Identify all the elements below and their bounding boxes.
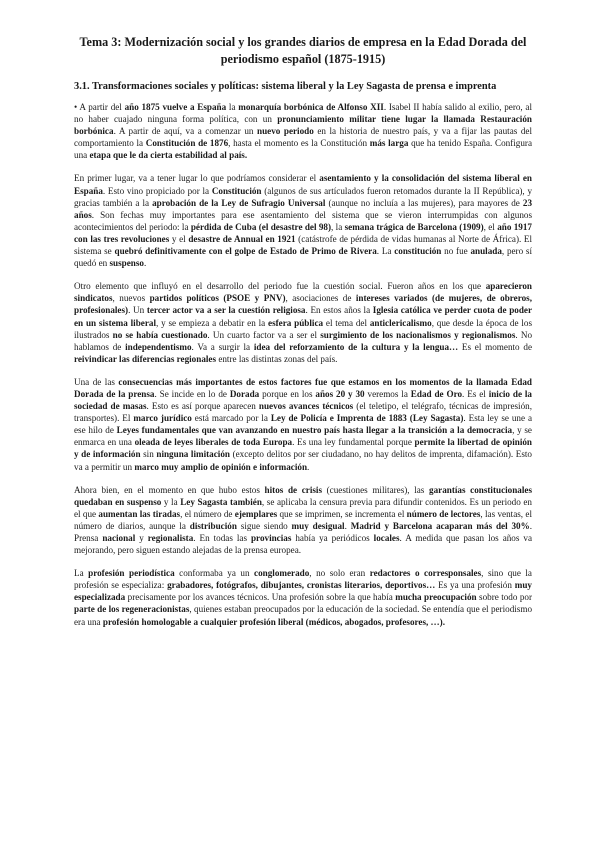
text-run: el tema del bbox=[323, 317, 370, 328]
bold-text: año 1875 vuelve a España bbox=[124, 102, 227, 112]
text-run: , sino que la profesión se especializa: bbox=[74, 568, 532, 591]
text-run: La bbox=[74, 568, 89, 579]
text-run: , que desde la época de los ilustrados bbox=[74, 317, 532, 340]
bold-text: redactores o corresponsales bbox=[369, 568, 482, 579]
bold-text: grabadores, fotógrafos, dibujantes, cronistas literarios, deportivos… bbox=[167, 580, 436, 591]
bold-text: Ley Sagasta también bbox=[180, 496, 262, 507]
text-run: (aunque no incluía a las mujeres), para mayores de bbox=[325, 197, 523, 208]
text-run: , hasta el momento es la Constitución bbox=[228, 138, 370, 149]
text-run: y bbox=[135, 533, 148, 543]
bold-text: surgimiento de los nacionalismos y regionalismos bbox=[320, 329, 516, 340]
bold-text: aprobación de la Ley de Sufragio Universal bbox=[152, 197, 326, 208]
text-run: . bbox=[344, 520, 351, 531]
text-run: . Va a surgir la bbox=[191, 341, 254, 352]
text-run: . Prensa bbox=[74, 520, 533, 543]
bold-text: partidos políticos (PSOE y PNV) bbox=[149, 293, 286, 304]
bold-text: desastre de Annual en 1921 bbox=[188, 233, 296, 244]
text-run: . Esta ley se une a ese hilo de bbox=[74, 413, 533, 436]
bold-text: (Ley Sagasta) bbox=[409, 413, 464, 424]
text-run: porque en los bbox=[259, 388, 316, 399]
bold-text: nuevos avances técnicos bbox=[258, 401, 354, 412]
bold-text: nuevo periodo bbox=[257, 126, 314, 137]
text-run: (excepto delitos por ser ciudadano, no hay delitos de imprenta, difamación). Esto va a permitir un bbox=[74, 449, 532, 472]
bold-text: Constitución bbox=[211, 185, 262, 196]
bold-text: muy especializada bbox=[74, 580, 532, 603]
bold-text: esfera pública bbox=[268, 317, 324, 328]
bold-text: tercer actor va a ser la cuestión religiosa bbox=[146, 305, 306, 316]
bold-text: garantías constitucionales quedaban en suspenso bbox=[74, 484, 533, 507]
text-run: , las ventas, el número de diarios, aunque la bbox=[74, 508, 532, 531]
text-run: . Es una ley fundamental porque bbox=[292, 437, 415, 448]
bold-text: inicio de la sociedad de masas bbox=[74, 388, 532, 412]
text-run: en la historia de nuestro país, y va a fijar las pautas del comportamiento la bbox=[74, 126, 532, 149]
bold-text: profesión periodística bbox=[88, 568, 175, 579]
bold-text: más larga bbox=[369, 138, 409, 149]
text-run: , el número de bbox=[180, 508, 235, 519]
bold-text: años 20 y 30 bbox=[315, 388, 365, 399]
bold-text: idea del reforzamiento de la cultura y la lengua… bbox=[253, 341, 459, 352]
text-run: , asociaciones de bbox=[285, 293, 356, 304]
text-run: había ya periódicos bbox=[291, 533, 374, 543]
text-run: . Son fechas muy importantes para ese asentamiento del sistema que se vieron interrumpidas con algunos acontecimientos del periodo: la bbox=[74, 209, 532, 232]
text-run: . Un cuarto factor va a ser el bbox=[207, 329, 321, 340]
text-run: (catástrofe de pérdida de vidas humanas al Norte de África). El sistema se bbox=[74, 233, 533, 257]
bold-text: aumentan las tiradas bbox=[98, 508, 181, 519]
paragraph bbox=[74, 172, 532, 269]
text-run: . La bbox=[376, 246, 395, 257]
text-run: precisamente por los avances técnicos. Una profesión sobre la que había bbox=[125, 592, 396, 603]
text-run: sobre todo por bbox=[476, 592, 533, 603]
bold-text: quebró definitivamente con el golpe de Estado de Primo de Rivera bbox=[114, 246, 377, 257]
bold-text: locales bbox=[373, 533, 400, 543]
text-run: • A partir del bbox=[74, 102, 125, 112]
bold-text: suspenso bbox=[109, 258, 144, 269]
text-run: . No hablamos de bbox=[74, 329, 533, 352]
text-run: y la bbox=[161, 496, 181, 507]
bold-text: constitución bbox=[394, 246, 442, 257]
text-run: . Esto vino propiciado por la bbox=[102, 185, 212, 196]
text-run: En primer lugar, va a tener lugar lo que podríamos considerar el bbox=[74, 173, 320, 184]
bold-text: ejemplares bbox=[234, 508, 278, 519]
bold-text: mucha preocupación bbox=[395, 592, 477, 603]
bold-text: provincias bbox=[250, 533, 292, 543]
paragraph bbox=[74, 101, 532, 161]
text-run: y el bbox=[169, 233, 189, 244]
text-run: que ha tenido España. Configura una bbox=[74, 138, 532, 161]
text-run: sigue siendo bbox=[236, 520, 292, 531]
bold-text: Constitución de 1876 bbox=[145, 138, 229, 149]
bold-text: consecuencias más importantes de estos factores fue que estamos en los momentos de la llamada Edad Dorada de la prensa bbox=[74, 376, 533, 399]
text-run: conformaba ya un bbox=[174, 568, 255, 579]
bold-text: conglomerado bbox=[254, 568, 310, 579]
bold-text: año 1917 con las tres revoluciones bbox=[74, 221, 532, 244]
bold-text: marco muy amplio de opinión e información bbox=[134, 461, 308, 472]
text-run: . Se incide en lo de bbox=[154, 388, 230, 399]
bold-text: oleada de leyes liberales de toda Europa bbox=[134, 437, 293, 448]
text-run: entre las distintas zonas del país. bbox=[216, 353, 338, 364]
bold-text: Ley de Policía e Imprenta de 1883 bbox=[270, 413, 407, 424]
bold-text: muy desigual bbox=[291, 520, 345, 531]
bold-text: marco jurídico bbox=[133, 413, 192, 424]
bold-text: Leyes fundamentales que van avanzando en nuestro país hasta llegar a la transición a la democracia bbox=[116, 425, 513, 436]
bold-text: ninguna limitación bbox=[156, 449, 230, 460]
text-run: . En todas las bbox=[193, 533, 251, 543]
text-run: , no solo eran bbox=[309, 568, 370, 579]
text-run: no fue bbox=[441, 246, 471, 257]
text-run: . bbox=[307, 461, 310, 472]
text-run: , se aplicaba la censura previa para difundir contenidos. Es un periodo en el que bbox=[74, 496, 532, 519]
text-run: , y se empieza a debatir en la bbox=[155, 317, 269, 328]
bold-text: número de lectores bbox=[406, 508, 481, 519]
text-run: . Un bbox=[128, 305, 147, 316]
text-run: , la bbox=[331, 221, 345, 232]
text-run: que se imprimen, se incrementa el bbox=[277, 508, 407, 519]
bold-text: anticlericalismo bbox=[369, 317, 432, 328]
bold-text: aparecieron sindicatos bbox=[74, 281, 532, 304]
bold-text: Dorada bbox=[229, 388, 260, 399]
text-run: Una de las bbox=[74, 376, 119, 387]
bold-text: hitos de crisis bbox=[264, 484, 322, 495]
section-heading: 3.1. Transformaciones sociales y políticas: sistema liberal y la Ley Sagasta de prensa e imprenta bbox=[74, 81, 497, 92]
paragraph bbox=[74, 376, 532, 473]
paragraph bbox=[74, 280, 532, 365]
bold-text: semana trágica de Barcelona (1909) bbox=[344, 221, 484, 232]
paragraph bbox=[74, 484, 532, 557]
text-run: (algunos de sus artículados fueron retomados durante la II República), y gracias también a la bbox=[74, 185, 533, 208]
bold-text: Madrid y Barcelona acaparan más del 30% bbox=[350, 520, 530, 531]
text-run: , nuevos bbox=[112, 293, 150, 304]
text-run: . Esto es así porque aparecen bbox=[146, 401, 259, 412]
text-run: sin bbox=[140, 449, 157, 460]
bold-text: intereses variados (de mujeres, de obreros, profesionales) bbox=[74, 293, 533, 316]
bold-text: nacional bbox=[102, 533, 136, 543]
bold-text: Edad de Oro bbox=[410, 388, 463, 399]
bold-text: anulada bbox=[470, 246, 502, 257]
bold-text: Iglesia católica ve perder cuota de poder en un sistema liberal bbox=[74, 305, 533, 328]
text-run: , el bbox=[483, 221, 498, 232]
text-run: , y se enmarca en una bbox=[74, 425, 532, 448]
text-run: (el teletipo, el telégrafo, técnicas de impresión, transportes). El bbox=[74, 401, 532, 424]
text-run: (cuestiones militares), las bbox=[322, 484, 430, 495]
text-run: . bbox=[143, 258, 147, 269]
bold-text: regionalista bbox=[147, 533, 194, 543]
bold-text: profesión homologable a cualquier profesión liberal (médicos, abogados, profesores, …). bbox=[102, 616, 446, 627]
text-run: Es ya una profesión bbox=[435, 580, 515, 591]
text-run: . Isabel II había salido al exilio, pero, al no haber cuajado ninguna forma política, con un bbox=[74, 102, 533, 125]
text-run: Otro elemento que influyó en el desarrollo del periodo fue la cuestión social. Fueron años en los que bbox=[74, 281, 486, 292]
bold-text: permite la libertad de opinión y de información bbox=[74, 437, 532, 460]
document-body bbox=[74, 101, 532, 628]
bold-text: asentamiento y la consolidación del sistema liberal en España bbox=[74, 173, 532, 196]
bold-text: pérdida de Cuba (el desastre del 98) bbox=[190, 221, 332, 232]
text-run: Ahora bien, en el momento en que hubo estos bbox=[74, 484, 265, 495]
text-run: veremos la bbox=[364, 388, 411, 399]
paragraph bbox=[74, 567, 532, 627]
bold-text: reivindicar las diferencias regionales bbox=[74, 353, 217, 364]
text-run: . En estos años la bbox=[305, 305, 373, 316]
text-run: . A partir de aquí, va a comenzar un bbox=[113, 126, 257, 137]
bold-text: independentismo bbox=[125, 341, 192, 352]
text-run: , quienes estaban preocupados por la educación de la sociedad. Se entendía que el periodismo era una bbox=[74, 604, 533, 627]
text-run: Es el momento de bbox=[458, 341, 532, 352]
bold-text: 23 años bbox=[74, 197, 533, 220]
text-run: , pero sí quedó en bbox=[74, 246, 533, 269]
document-title: Tema 3: Modernización social y los grandes diarios de empresa en la Edad Dorada del periodismo español (1875-1915) bbox=[79, 35, 527, 66]
bold-text: distribución bbox=[189, 520, 237, 531]
bold-text: monarquía borbónica de Alfonso XII bbox=[238, 102, 384, 112]
bold-text: etapa que le da cierta estabilidad al país. bbox=[89, 150, 248, 161]
text-run: . A medida que pasan los años va mejorando, pero siguen estando alejadas de la prensa europea. bbox=[74, 533, 533, 556]
bold-text: no se había cuestionado bbox=[112, 329, 208, 340]
bold-text: pronunciamiento militar tiene lugar la llamada Restauración borbónica bbox=[74, 114, 532, 137]
text-run: la bbox=[226, 102, 239, 112]
bold-text: parte de los regeneracionistas bbox=[74, 604, 190, 615]
text-run: está marcado por la bbox=[191, 413, 271, 424]
text-run: . Es el bbox=[462, 388, 489, 399]
